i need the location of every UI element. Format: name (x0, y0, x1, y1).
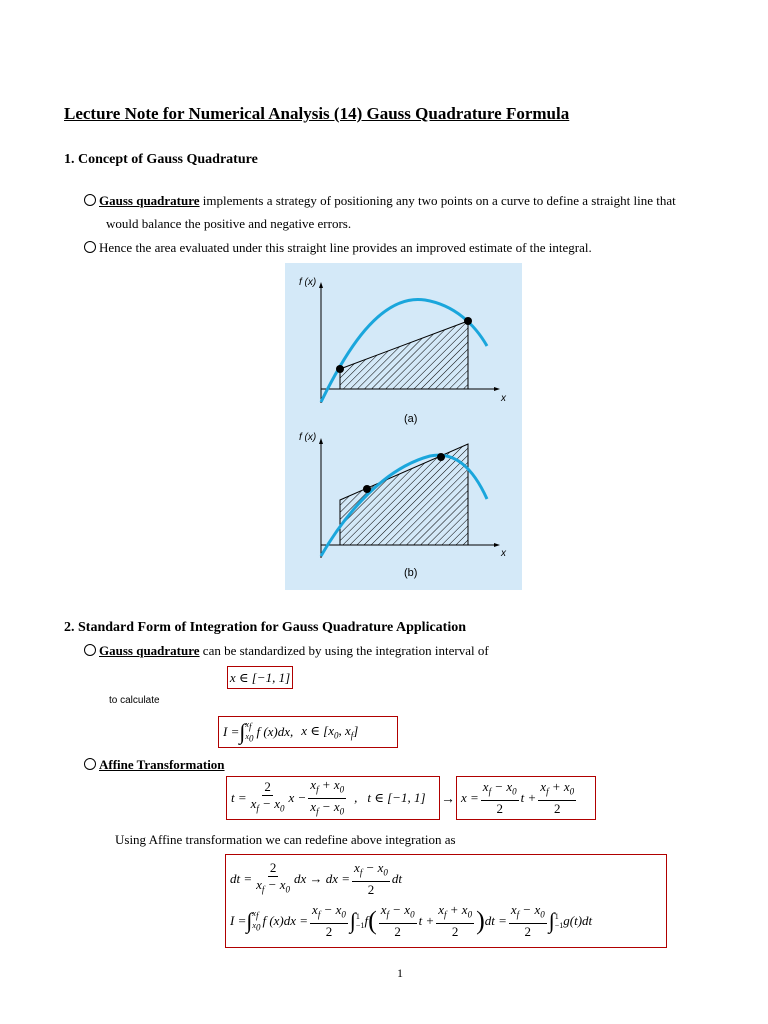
section-1-bullet-1 (84, 193, 676, 209)
panel-a-ylabel: f (x) (299, 277, 317, 288)
page-number: 1 (397, 966, 403, 980)
panel-b-trapezoid (340, 444, 468, 545)
to-calculate-label: to calculate (109, 695, 160, 706)
panel-a-point-1 (336, 365, 344, 373)
panel-a-point-2 (464, 317, 472, 325)
using-affine-text: Using Affine transformation we can redefine above integration as (115, 832, 456, 847)
panel-b-point-2 (437, 453, 445, 461)
integral-equation: I = ∫ $x_f$ $x_0$ f (x)dx = $\frac{x_f - x_0}{2}$ ∫ 1 −1 f ( $\frac{x_f - x_0}{2}$ t + $\frac{x_f + x_0}{2}$ ) dt = $\frac{x_f - x_0}{2}$ ∫ 1 −1 g(t)dt (230, 902, 593, 939)
panel-a-caption: (a) (404, 413, 418, 425)
affine-frac-1: $\frac{2}{x_f - x_0}$ (250, 779, 285, 814)
panel-b-x-arrow-icon (494, 543, 500, 547)
affine-t-box: t = $\frac{2}{x_f - x_0}$ x − $\frac{x_f + x_0}{x_f - x_0}$ , t ∈ [−1, 1] (226, 776, 440, 820)
integral-limits: $x_f$ $x_0$ (245, 720, 254, 744)
panel-b-caption: (b) (404, 567, 418, 579)
affine-x-box: x = $\frac{x_f - x_0}{2}$ t + $\frac{x_f + x_0}{2}$ (456, 776, 596, 820)
affine-t-range: t ∈ [−1, 1] (367, 790, 426, 805)
panel-a (319, 282, 500, 403)
panel-b-xlabel: x (501, 548, 506, 559)
interval-box: x ∈ [−1, 1] (227, 666, 293, 689)
panel-b-y-arrow-icon (319, 438, 323, 444)
section-2-heading: 2. Standard Form of Integration for Gauss Quadrature Application (64, 620, 467, 635)
section-2-bullet-2 (84, 757, 225, 773)
section-2-bullet-1 (84, 643, 489, 659)
panel-a-trapezoid (340, 321, 468, 389)
dt-equation: dt = $\frac{2}{x_f - x_0}$ dx → dx = $\frac{x_f - x_0}{2}$ dt (230, 860, 403, 897)
integral-sign-icon: ∫ (246, 908, 253, 933)
panel-a-y-arrow-icon (319, 282, 323, 288)
bullet-text: Hence the area evaluated under this straight line provides an improved estimate of the integral. (99, 240, 592, 255)
arrow-icon: → (441, 792, 455, 807)
panel-a-xlabel: x (501, 393, 506, 404)
panel-a-x-arrow-icon (494, 387, 500, 391)
section-1-bullet-2 (84, 240, 592, 256)
integral-domain: x ∈ [$x_0$, $x_f$] (301, 723, 359, 741)
term-gauss-quadrature: Gauss quadrature (99, 193, 200, 208)
bullet-circle-icon (84, 194, 96, 206)
affine-x-eq: x = (461, 790, 479, 805)
section-1-heading: 1. Concept of Gauss Quadrature (64, 152, 258, 167)
panel-b-ylabel: f (x) (299, 432, 317, 443)
integrand: f (x)dx, (256, 724, 294, 739)
bullet-circle-icon (84, 644, 96, 656)
redefined-integral-box (225, 854, 667, 948)
bullet-circle-icon (84, 241, 96, 253)
integral-sign-icon: ∫ (239, 719, 246, 744)
bullet-circle-icon (84, 758, 96, 770)
affine-frac-4: $\frac{x_f + x_0}{2}$ (540, 779, 575, 816)
panel-b (319, 438, 500, 558)
integral-box (218, 716, 398, 748)
term-affine-transformation: Affine Transformation (99, 757, 225, 772)
panel-b-point-1 (363, 485, 371, 493)
bullet-text: implements a strategy of positioning any two points on a curve to define a straight line that (199, 193, 676, 208)
bullet-text: can be standardized by using the integration interval of (199, 643, 489, 658)
gauss-figure (285, 263, 522, 590)
term-gauss-quadrature: Gauss quadrature (99, 643, 200, 658)
affine-frac-3: $\frac{x_f - x_0}{2}$ (482, 779, 517, 816)
affine-frac-2: $\frac{x_f + x_0}{x_f - x_0}$ (310, 776, 345, 817)
integral-lhs: I = (223, 724, 240, 739)
affine-t-eq: t = (231, 790, 247, 805)
gauss-figure-svg (285, 263, 522, 590)
page-title: Lecture Note for Numerical Analysis (14) Gauss Quadrature Formula (64, 104, 570, 123)
section-1-bullet-1-cont: would balance the positive and negative errors. (106, 216, 352, 231)
